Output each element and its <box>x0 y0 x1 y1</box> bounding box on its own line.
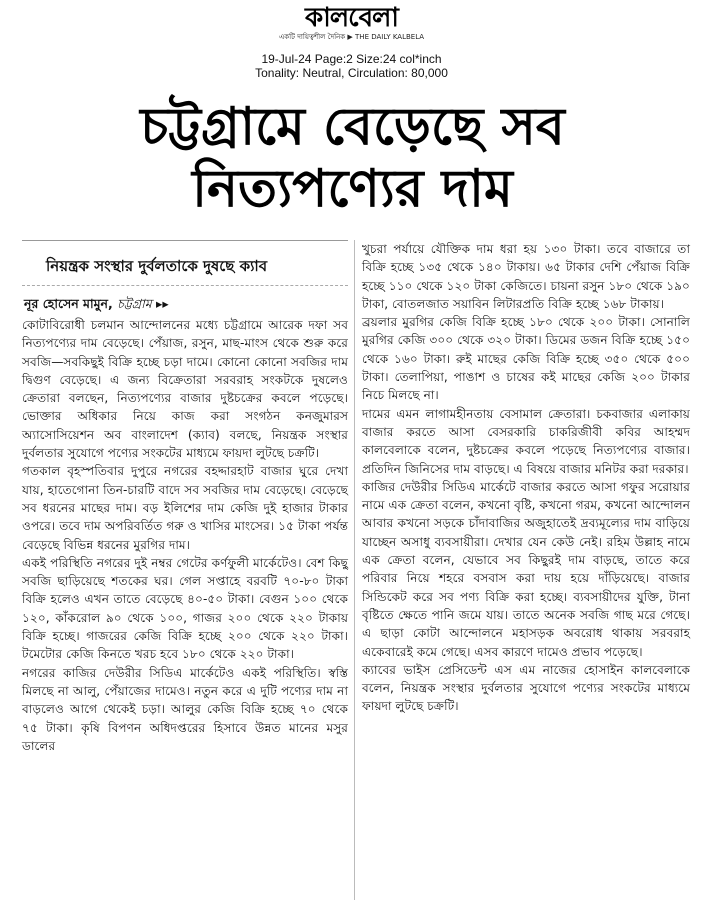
article-subhead: নিয়ন্ত্রক সংস্থার দুর্বলতাকে দুষছে ক্যাব <box>46 257 268 275</box>
subhead-top-rule <box>22 240 348 241</box>
article-headline <box>20 96 685 220</box>
clipping-meta-date-size: 19-Jul-24 Page:2 Size:24 col*inch <box>261 52 442 66</box>
paragraph: খুচরা পর্যায়ে যৌক্তিক দাম ধরা হয় ১৩০ টাকা। তবে বাজারে তা বিক্রি হচ্ছে ১৩৫ থেকে ১৪০ টাকায়। ৬৫ টাকার দেশি পেঁয়াজ বিক্রি হচ্ছে ১১০ থেকে ১২০ টাকা কেজিতে। চায়না রসুন ১৮০ থেকে ১৯০ টাকা, বোতলজাত সয়াবিন লিটারপ্রতি বিক্রি হচ্ছে ১৬৮ টাকায়। <box>362 242 690 311</box>
paragraph: কোটাবিরোধী চলমান আন্দোলনের মধ্যে চট্টগ্রামে আরেক দফা সব নিত্যপণ্যের দাম বেড়েছে। পেঁয়াজ, রসুন, মাছ-মাংস থেকে শুরু করে সবজি—সবকিছুই বিক্রি হচ্ছে চড়া দামে। কোনো কোনো সবজির দাম দ্বিগুণ বেড়েছে। এ জন্য বিক্রেতারা সরবরাহ সংকটকে দুষলেও ক্রেতারা বলছেন, নিত্যপণ্যের বাজার দুষ্টচক্রের কবলে পড়েছে। ভোক্তার অধিকার নিয়ে কাজ করা সংগঠন কনজুমারস অ্যাসোসিয়েশন অব বাংলাদেশ (ক্যাব) বলছে, নিয়ন্ত্রক সংস্থার দুর্বলতার সুযোগে পণ্যের সংকটের মাধ্যমে ফায়দা লুটছে চক্রটি। <box>22 318 348 461</box>
headline-line-2: নিত্যপণ্যের দাম <box>192 159 513 219</box>
clipping-meta-tonality: Tonality: Neutral, Circulation: 80,000 <box>255 66 448 80</box>
newspaper-tagline: একটি দায়িত্বশীল দৈনিক ▶ THE DAILY KALBELA <box>278 33 425 41</box>
paragraph: ব্রয়লার মুরগির কেজি বিক্রি হচ্ছে ১৮০ থেকে ২০০ টাকা। সোনালি মুরগির কেজি ৩০০ থেকে ৩২০ টাকা। ডিমের ডজন বিক্রি হচ্ছে ১৫০ থেকে ১৬০ টাকা। রুই মাছের কেজি বিক্রি হচ্ছে ৩৫০ থেকে ৫০০ টাকা। তেলাপিয়া, পাঙাশ ও চাষের কই মাছের কেজি ২০০ টাকার নিচে মিলছে না। <box>362 315 690 403</box>
paragraph: নগরের কাজির দেউরীর সিডিএ মার্কেটেও একই পরিস্থিতি। স্বস্তি মিলছে না আলু, পেঁয়াজের দামেও। নতুন করে এ দুটি পণ্যের দাম না বাড়লেও আগে থেকেই চড়া। আলুর কেজি বিক্রি হচ্ছে ৭০ থেকে ৭৫ টাকা। কৃষি বিপণন অধিদপ্তরের হিসাবে উন্নত মানের মসুর ডালের <box>22 665 348 753</box>
article-column-left <box>22 316 348 755</box>
byline-divider <box>22 285 348 286</box>
paragraph: একই পরিস্থিতি নগরের দুই নম্বর গেটের কর্ণফুলী মার্কেটেও। বেশ কিছু সবজি ছাড়িয়েছে শতকের ঘর। গেল সপ্তাহে বরবটি ৭০-৮০ টাকা বিক্রি হলেও এখন তাতে বেড়েছে ৪০-৫০ টাকা। বেগুন ১০০ থেকে ১২০, কাঁকরোল ৯০ থেকে ১০০, গাজর ২০০ থেকে ২২০ টাকায় বিক্রি হচ্ছে। গাজরের কেজি বিক্রি হচ্ছে ২০০ থেকে ২২০ টাকা। টমেটোর কেজি কিনতে খরচ হবে ১৮০ থেকে ২২০ টাকা। <box>22 555 348 662</box>
paragraph: কাজির দেউরীর সিডিএ মার্কেটে বাজার করতে আসা গফুর সরোয়ার নামে এক ক্রেতা বলেন, কখনো বৃষ্টি, কখনো গরম, কখনো আন্দোলন আবার কখনো সড়কে চাঁদাবাজির অজুহাতেই দ্রব্যমূল্যের দাম বাড়িয়ে যাচ্ছেন অসাধু ব্যবসায়ীরা। দেখার যেন কেউ নেই। রহিম উল্লাহ নামে এক ক্রেতা বলেন, যেভাবে সব কিছুরই দাম বাড়ছে, তাতে করে পরিবার নিয়ে শহরে বসবাস করা দায় হয়ে দাঁড়িয়েছে। বাজার সিন্ডিকেট করে সব পণ্য বিক্রি করা হচ্ছে। ব্যবসায়ীদের যুক্তি, টানা বৃষ্টিতে ক্ষেতে পানি জমে যায়। তাতে অনেক সবজি গাছ মরে গেছে। এ ছাড়া কোটা আন্দোলনে মহাসড়ক অবরোধ থাকায় সরবরাহ একেবারেই কমে গেছে। এসব কারণে দামেও প্রভাব পড়েছে। <box>362 479 690 659</box>
column-divider <box>354 240 355 900</box>
byline-author: নূর হোসেন মামুন, <box>24 296 113 311</box>
paragraph: দামের এমন লাগামহীনতায় বেসামাল ক্রেতারা। চকবাজার এলাকায় বাজার করতে আসা বেসরকারি চাকরিজীবী কবির আহম্মদ কালবেলাকে বলেন, দুষ্টচক্রের কবলে পড়েছে নিত্যপণ্যের বাজার। প্রতিদিন জিনিসের দাম বাড়ছে। এ বিষয়ে বাজার মনিটর করা দরকার। <box>362 406 690 476</box>
byline-arrows-icon: ▸▸ <box>156 296 169 311</box>
masthead <box>0 4 703 80</box>
byline-place: চট্টগ্রাম <box>117 296 152 311</box>
byline <box>24 296 344 312</box>
paragraph: ক্যাবের ভাইস প্রেসিডেন্ট এস এম নাজের হোসাইন কালবেলাকে বলেন, নিয়ন্ত্রক সংস্থার দুর্বলতার সুযোগে পণ্যের সংকটের মাধ্যমে ফায়দা লুটছে চক্রটি। <box>362 662 690 714</box>
article-column-right <box>362 240 690 716</box>
paragraph: গতকাল বৃহস্পতিবার দুপুরে নগরের বহদ্দারহাট বাজার ঘুরে দেখা যায়, হাতেগোনা তিন-চারটি বাদে সব সবজির দাম বেড়েছে। বেড়েছে সব ধরনের মাছের দাম। বড় ইলিশের দাম কেজি দুই হাজার টাকার ওপরে। তবে দাম অপরিবর্তিত গরু ও খাসির মাংসের। ১৫ টাকা পর্যন্ত বেড়েছে বিভিন্ন ধরনের মুরগির দাম। <box>22 464 348 552</box>
headline-line-1: চট্টগ্রামে বেড়েছে সব <box>140 97 565 157</box>
newspaper-logo: কালবেলা <box>305 3 398 33</box>
